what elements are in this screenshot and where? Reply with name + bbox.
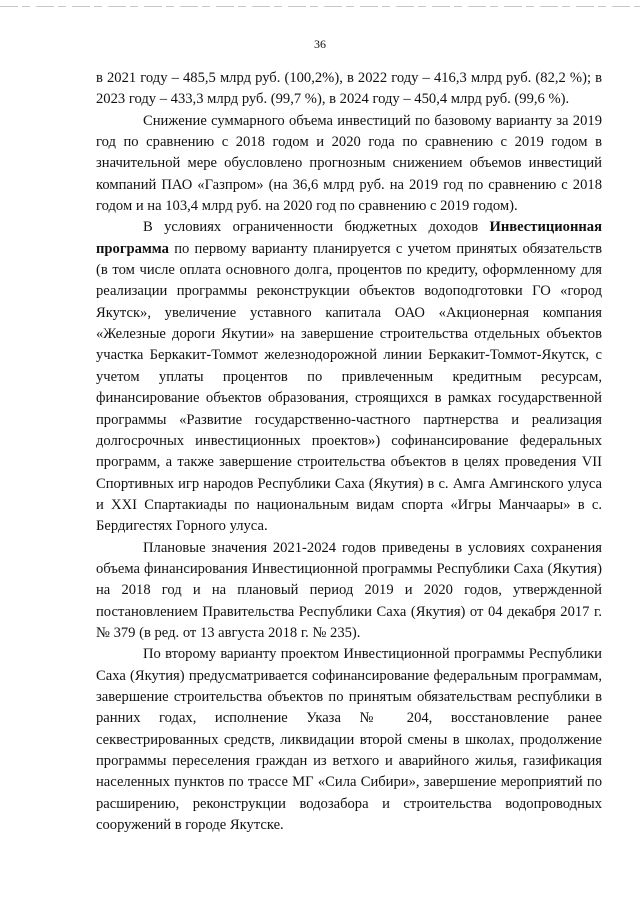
paragraph-second-variant [96, 644, 602, 836]
paragraph-text: По второму варианту проектом Инвестиционной программы Республики Саха (Якутия) предусматривается софинансирование федеральным программам, завершение строительства объектов по принятым обязательствам республики в ранних годах, исполнение Указа № 204, восстановление ранее секвестрированных средств, ликвидации второй смены в школах, продолжение программы переселения граждан из ветхого и аварийного жилья, газификация населенных пунктов по трассе МГ «Сила Сибири», завершение мероприятий по расширению, реконструкции водозабора и строительства водопроводных сооружений в городе Якутске. [96, 646, 602, 834]
document-body [96, 68, 602, 836]
paragraph-investment-decline [96, 111, 602, 218]
bold-term-investment-program: Инвестиционная программа [96, 219, 602, 257]
paragraph-text: Плановые значения 2021-2024 годов приведены в условиях сохранения объема финансирования Инвестиционной программы Республики Саха (Якутия) на 2018 год и на плановый период 2019 и 2020 годов, утвержденной постановлением Правительства Республики Саха (Якутия) от 04 декабря 2017 г. № 379 (в ред. от 13 августа 2018 г. № 235). [96, 539, 602, 641]
paragraph-first-variant [96, 217, 602, 537]
paragraph-text: в 2021 году – 485,5 млрд руб. (100,2%), в 2022 году – 416,3 млрд руб. (82,2 %); в 2023 году – 433,3 млрд руб. (99,7 %), в 2024 году – 450,4 млрд руб. (99,6 %). [96, 70, 602, 108]
paragraph-investment-forecast [96, 68, 602, 111]
scan-top-rule [0, 6, 640, 7]
page-number: 36 [314, 37, 326, 51]
paragraph-text: Снижение суммарного объема инвестиций по базовому варианту за 2019 год по сравнению с 2018 годом и 2020 года по сравнению с 2019 годом в значительной мере обусловлено прогнозным снижением объемов инвестиций компаний ПАО «Газпром» (на 36,6 млрд руб. на 2019 год по сравнению с 2018 годом и на 103,4 млрд руб. на 2020 год по сравнению с 2019 годом). [96, 112, 602, 215]
paragraph-text: В условиях ограниченности бюджетных доходов [143, 219, 490, 236]
paragraph-planned-values [96, 538, 602, 645]
paragraph-text: по первому варианту планируется с учетом принятых обязательств (в том числе оплата основного долга, процентов по кредиту, оформленному для реализации программы реконструкции объектов водоподготовки ГО «город Якутск», увеличение уставного капитала ОАО «Акционерная компания «Железные дороги Якутии» на завершение строительства отдельных объектов участка Беркакит-Томмот железнодорожной линии Беркакит-Томмот-Якутск, с учетом уплаты процентов по привлеченным кредитным ресурсам, финансирование объектов образования, строящихся в рамках государственной программы «Развитие государственно-частного партнерства и реализация долгосрочных инвестиционных проектов») софинансирование федеральных программ, а также завершение строительства объектов в целях проведения VII Спортивных игр народов Республики Саха (Якутия) в с. Амга Амгинского улуса и XXI Спартакиады по национальным видам спорта «Игры Манчаары» в с. Бердигестях Горного улуса. [96, 240, 602, 535]
